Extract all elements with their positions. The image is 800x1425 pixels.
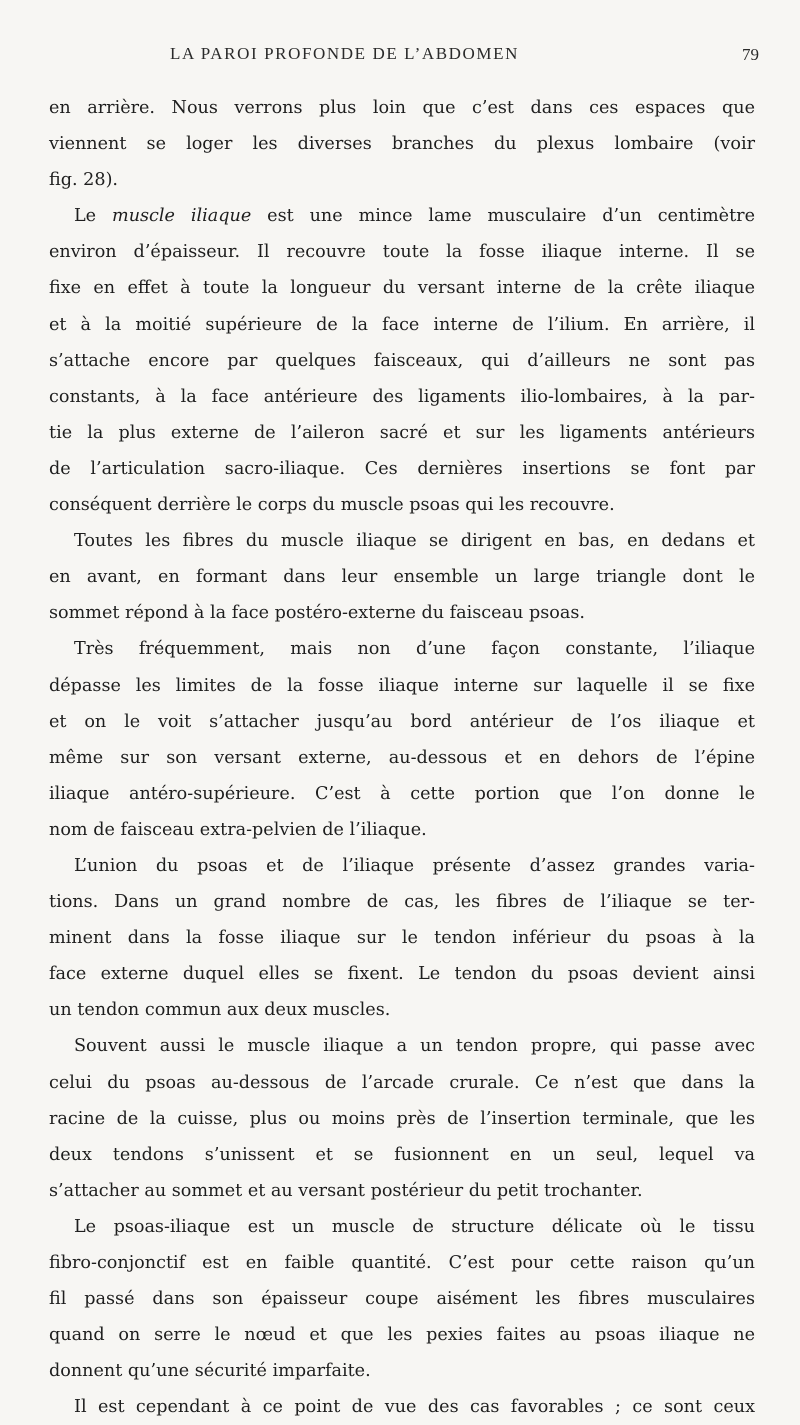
text-line: fil passé dans son épaisseur coupe aisément les fibres musculaires	[49, 1289, 755, 1310]
text-line: environ d’épaisseur. Il recouvre toute la fosse iliaque interne. Il se	[49, 242, 755, 263]
text-fragment: Le	[74, 206, 113, 227]
text-line: constants, à la face antérieure des ligaments ilio-lombaires, à la par-	[49, 386, 755, 407]
text-line: deux tendons s’unissent et se fusionnent en un seul, lequel va	[49, 1144, 755, 1165]
text-line: viennent se loger les diverses branches du plexus lombaire (voir	[49, 134, 755, 155]
text-line: s’attacher au sommet et au versant postérieur du petit trochanter.	[49, 1180, 643, 1201]
text-line: fixe en effet à toute la longueur du versant interne de la crête iliaque	[49, 278, 755, 299]
text-line: un tendon commun aux deux muscles.	[49, 1000, 391, 1021]
body-text	[49, 90, 755, 1425]
text-line: fibro-conjonctif est en faible quantité. C’est pour cette raison qu’un	[49, 1253, 755, 1273]
text-line: quand on serre le nœud et que les pexies faites au psoas iliaque ne	[49, 1325, 755, 1346]
text-line: dépasse les limites de la fosse iliaque interne sur laquelle il se fixe	[49, 675, 755, 696]
text-line: tie la plus externe de l’aileron sacré et sur les ligaments antérieurs	[49, 422, 755, 443]
text-fragment: est une mince lame musculaire d’un centimètre	[251, 206, 755, 227]
text-line: minent dans la fosse iliaque sur le tendon inférieur du psoas à la	[49, 928, 755, 949]
text-line: celui du psoas au-dessous de l’arcade crurale. Ce n’est que dans la	[49, 1072, 755, 1093]
text-line: fig. 28).	[49, 170, 119, 191]
text-line: et à la moitié supérieure de la face interne de l’ilium. En arrière, il	[49, 314, 755, 335]
emphasized-term: muscle iliaque	[112, 206, 252, 227]
text-line: Il est cependant à ce point de vue des cas favorables ; ce sont ceux	[74, 1397, 755, 1418]
text-line: Toutes les fibres du muscle iliaque se dirigent en bas, en dedans et	[74, 531, 755, 552]
running-header-title: LA PAROI PROFONDE DE L’ABDOMEN	[170, 44, 520, 63]
text-line: tions. Dans un grand nombre de cas, les fibres de l’iliaque se ter-	[49, 892, 755, 913]
text-line: en avant, en formant dans leur ensemble un large triangle dont le	[49, 567, 755, 588]
page-number: 79	[742, 45, 759, 64]
text-line: Très fréquemment, mais non d’une façon constante, l’iliaque	[74, 639, 755, 660]
text-line: Souvent aussi le muscle iliaque a un tendon propre, qui passe avec	[74, 1036, 755, 1057]
text-line: racine de la cuisse, plus ou moins près de l’insertion terminale, que les	[49, 1108, 755, 1129]
text-line: même sur son versant externe, au-dessous et en dehors de l’épine	[49, 747, 755, 768]
text-line: de l’articulation sacro-iliaque. Ces dernières insertions se font par	[49, 458, 755, 479]
text-line: sommet répond à la face postéro-externe du faisceau psoas.	[49, 603, 585, 624]
text-line: s’attache encore par quelques faisceaux, qui d’ailleurs ne sont pas	[49, 350, 755, 371]
text-line: face externe duquel elles se fixent. Le tendon du psoas devient ainsi	[49, 964, 755, 985]
text-line: Le psoas-iliaque est un muscle de structure délicate où le tissu	[74, 1216, 755, 1237]
text-line	[49, 198, 755, 234]
text-line: iliaque antéro-supérieure. C’est à cette portion que l’on donne le	[49, 783, 755, 804]
text-line: L’union du psoas et de l’iliaque présente d’assez grandes varia-	[74, 855, 755, 876]
text-line: et on le voit s’attacher jusqu’au bord antérieur de l’os iliaque et	[49, 711, 755, 732]
text-line: donnent qu’une sécurité imparfaite.	[49, 1361, 371, 1382]
text-line: nom de faisceau extra-pelvien de l’iliaque.	[49, 819, 427, 840]
text-line: en arrière. Nous verrons plus loin que c’est dans ces espaces que	[49, 98, 755, 118]
text-line: conséquent derrière le corps du muscle psoas qui les recouvre.	[49, 495, 615, 516]
